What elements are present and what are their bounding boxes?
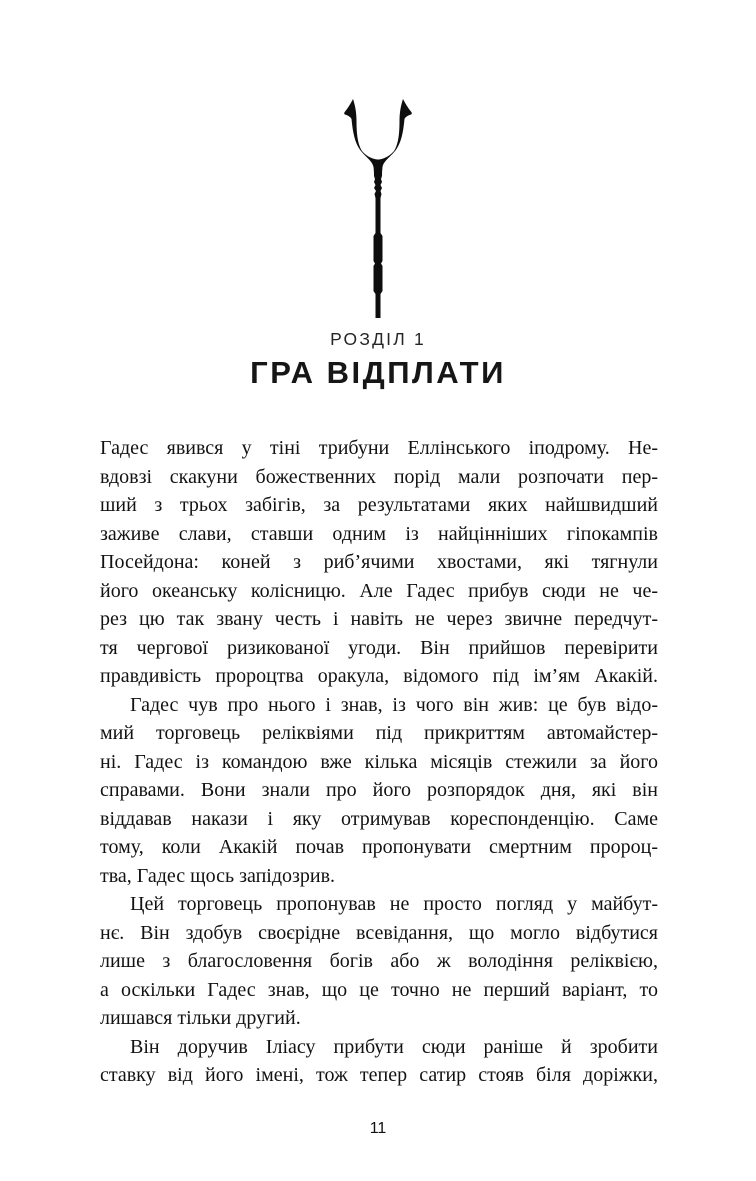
text-line: вдовзі скакуни божественних порід мали розпочати пер- bbox=[100, 465, 658, 488]
text-line: ший з трьох забігів, за результатами яких найшвидший bbox=[100, 494, 658, 516]
text-line: віддавав накази і яку отримував кореспонденцію. Саме bbox=[100, 807, 658, 830]
text-line: заживе слави, ставши одним із найцінніших гіпокампів bbox=[100, 522, 658, 545]
text-line: Посейдона: коней з риб’ячими хвостами, які тягнули bbox=[100, 551, 658, 573]
text-line: ставку від його імені, тож тепер сатир стояв біля доріжки, bbox=[100, 1064, 658, 1086]
paragraph bbox=[100, 890, 658, 1033]
text-line: нє. Він здобув своєрідне всевідання, що могло відбутися bbox=[100, 921, 658, 944]
text-line: лишався тільки другий. bbox=[100, 1007, 301, 1029]
text-line: тва, Гадес щось запідозрив. bbox=[100, 864, 336, 887]
text-line: Гадес явився у тіні трибуни Еллінського іподрому. Не- bbox=[100, 437, 658, 459]
text-line: тому, коли Акакій почав пропонувати смертним пророц- bbox=[100, 836, 658, 858]
text-line: справами. Вони знали про його розпорядок дня, які він bbox=[100, 779, 658, 801]
text-line: лише з благословення богів або ж володіння реліквією, bbox=[100, 950, 658, 972]
paragraph bbox=[100, 691, 658, 891]
text-line: Він доручив Іліасу прибути сюди раніше й зробити bbox=[130, 1035, 658, 1058]
bident-icon bbox=[344, 99, 412, 324]
text-line: а оскільки Гадес знав, що це точно не перший варіант, то bbox=[100, 978, 658, 1001]
page-number: 11 bbox=[369, 1120, 387, 1137]
text-line: правдивість пророцтва оракула, відомого під ім’ям Акакій. bbox=[100, 665, 658, 687]
text-line: мий торговець реліквіями під прикриттям автомайстер- bbox=[100, 722, 658, 744]
text-line: тя чергової ризикованої угоди. Він прийшов перевірити bbox=[100, 636, 658, 659]
text-line: рез цю так звану честь і навіть не через звичне передчут- bbox=[100, 608, 658, 630]
chapter-kicker: РОЗДІЛ 1 bbox=[330, 329, 426, 349]
body-text bbox=[100, 434, 658, 1090]
chapter-title: ГРА ВІДПЛАТИ bbox=[250, 355, 506, 390]
text-line: його океанську колісницю. Але Гадес прибув сюди не че- bbox=[100, 579, 658, 602]
text-line: Цей торговець пропонував не просто погляд у майбут- bbox=[130, 893, 658, 915]
text-line: Гадес чув про нього і знав, із чого він жив: це був відо- bbox=[130, 693, 658, 716]
paragraph bbox=[100, 434, 658, 691]
paragraph bbox=[100, 1033, 658, 1090]
text-line: ні. Гадес із командою вже кілька місяців стежили за його bbox=[100, 750, 658, 773]
